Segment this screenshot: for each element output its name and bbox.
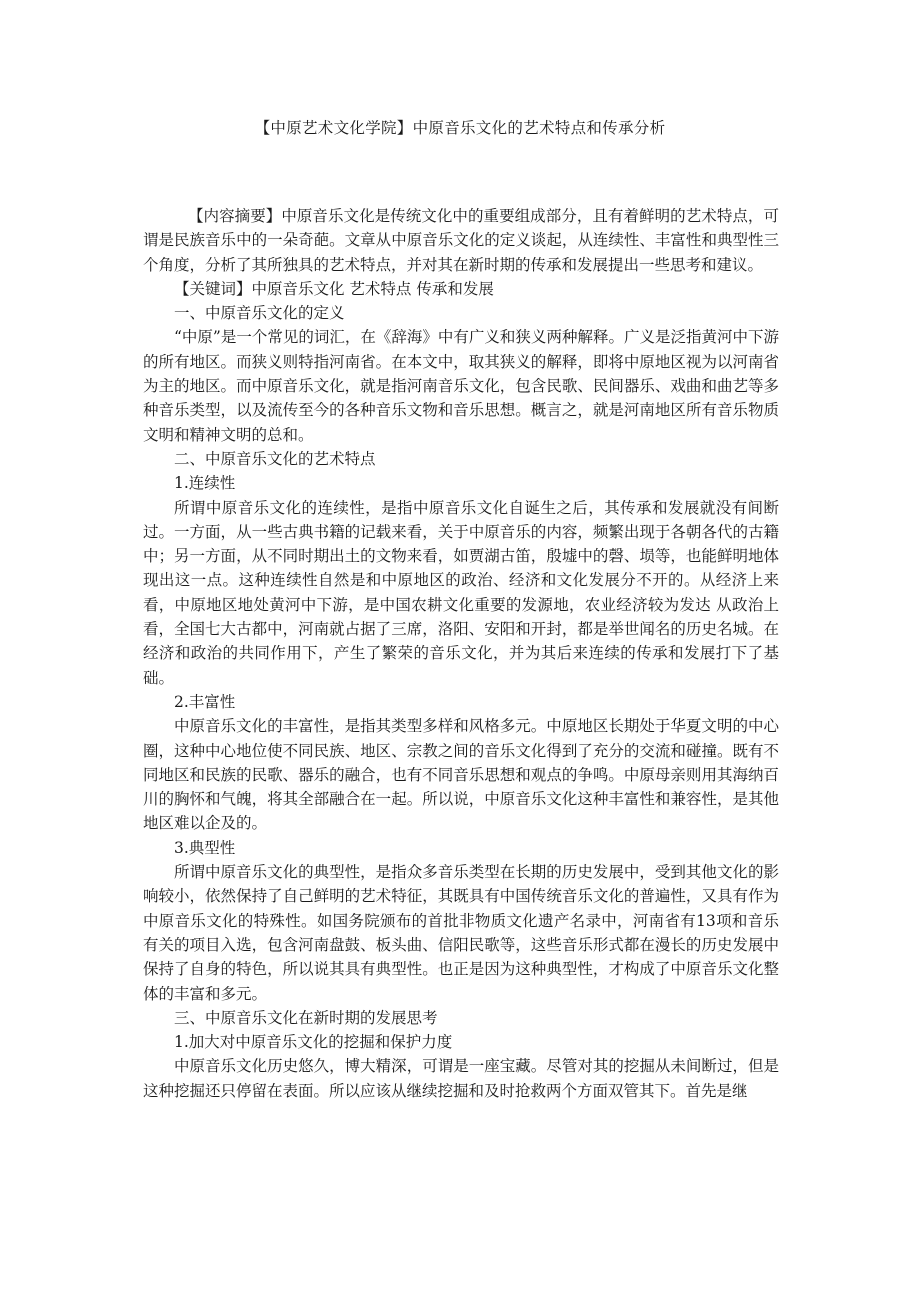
- subsection-paragraph-protection: 中原音乐文化历史悠久，博大精深，可谓是一座宝藏。尽管对其的挖掘从未间断过，但是这种挖掘还只停留在表面。所以应该从继续挖掘和及时抢救两个方面双管其下。首先是继: [143, 1057, 779, 1100]
- subsection-heading-richness: 2.丰富性: [174, 692, 236, 711]
- subsection-paragraph-typicality: 所谓中原音乐文化的典型性，是指众多音乐类型在长期的历史发展中，受到其他文化的影响较小，依然保持了自己鲜明的艺术特征，其既具有中国传统音乐文化的普遍性，又具有作为中原音乐文化的特殊性。如国务院颁布的首批非物质文化遗产名录中，河南省有13项和音乐有关的项目入选，包含河南盘鼓、板头曲、信阳民歌等，这些音乐形式都在漫长的历史发展中保持了自身的特色，所以说其具有典型性。也正是因为这种典型性，才构成了中原音乐文化整体的丰富和多元。: [143, 863, 779, 1003]
- keywords-line: 【关键词】中原音乐文化 艺术特点 传承和发展: [174, 279, 494, 298]
- abstract-paragraph: 【内容摘要】中原音乐文化是传统文化中的重要组成部分，且有着鲜明的艺术特点，可谓是民族音乐中的一朵奇葩。文章从中原音乐文化的定义谈起，从连续性、丰富性和典型性三个角度，分析了其所独具的艺术特点，并对其在新时期的传承和发展提出一些思考和建议。: [143, 207, 779, 274]
- subsection-heading-typicality: 3.典型性: [174, 838, 236, 857]
- section-heading-2: 二、中原音乐文化的艺术特点: [174, 449, 376, 468]
- subsection-heading-continuity: 1.连续性: [174, 474, 236, 493]
- document-body: [143, 204, 779, 1103]
- subsection-heading-protection: 1.加大对中原音乐文化的挖掘和保护力度: [174, 1033, 453, 1052]
- section-1-paragraph: “中原”是一个常见的词汇，在《辞海》中有广义和狭义两种解释。广义是泛指黄河中下游的所有地区。而狭义则特指河南省。在本文中，取其狭义的解释，即将中原地区视为以河南省为主的地区。而中原音乐文化，就是指河南音乐文化，包含民歌、民间器乐、戏曲和曲艺等多种音乐类型，以及流传至今的各种音乐文物和音乐思想。概言之，就是河南地区所有音乐物质文明和精神文明的总和。: [143, 328, 779, 444]
- section-heading-3: 三、中原音乐文化在新时期的发展思考: [174, 1008, 438, 1027]
- subsection-paragraph-richness: 中原音乐文化的丰富性，是指其类型多样和风格多元。中原地区长期处于华夏文明的中心圈，这种中心地位使不同民族、地区、宗教之间的音乐文化得到了充分的交流和碰撞。既有不同地区和民族的民歌、器乐的融合，也有不同音乐思想和观点的争鸣。中原母亲则用其海纳百川的胸怀和气魄，将其全部融合在一起。所以说，中原音乐文化这种丰富性和兼容性，是其他地区难以企及的。: [143, 717, 779, 833]
- document-title: 【中原艺术文化学院】中原音乐文化的艺术特点和传承分析: [254, 119, 666, 137]
- subsection-paragraph-continuity: 所谓中原音乐文化的连续性，是指中原音乐文化自诞生之后，其传承和发展就没有间断过。一方面，从一些古典书籍的记载来看，关于中原音乐的内容，频繁出现于各朝各代的古籍中；另一方面，从不同时期出土的文物来看，如贾湖古笛，殷墟中的磬、埙等，也能鲜明地体现出这一点。这种连续性自然是和中原地区的政治、经济和文化发展分不开的。从经济上来看，中原地区地处黄河中下游，是中国农耕文化重要的发源地，农业经济较为发达 从政治上看，全国七大古都中，河南就占据了三席，洛阳、安阳和开封，都是举世闻名的历史名城。在经济和政治的共同作用下，产生了繁荣的音乐文化，并为其后来连续的传承和发展打下了基础。: [143, 498, 779, 687]
- section-heading-1: 一、中原音乐文化的定义: [174, 304, 345, 323]
